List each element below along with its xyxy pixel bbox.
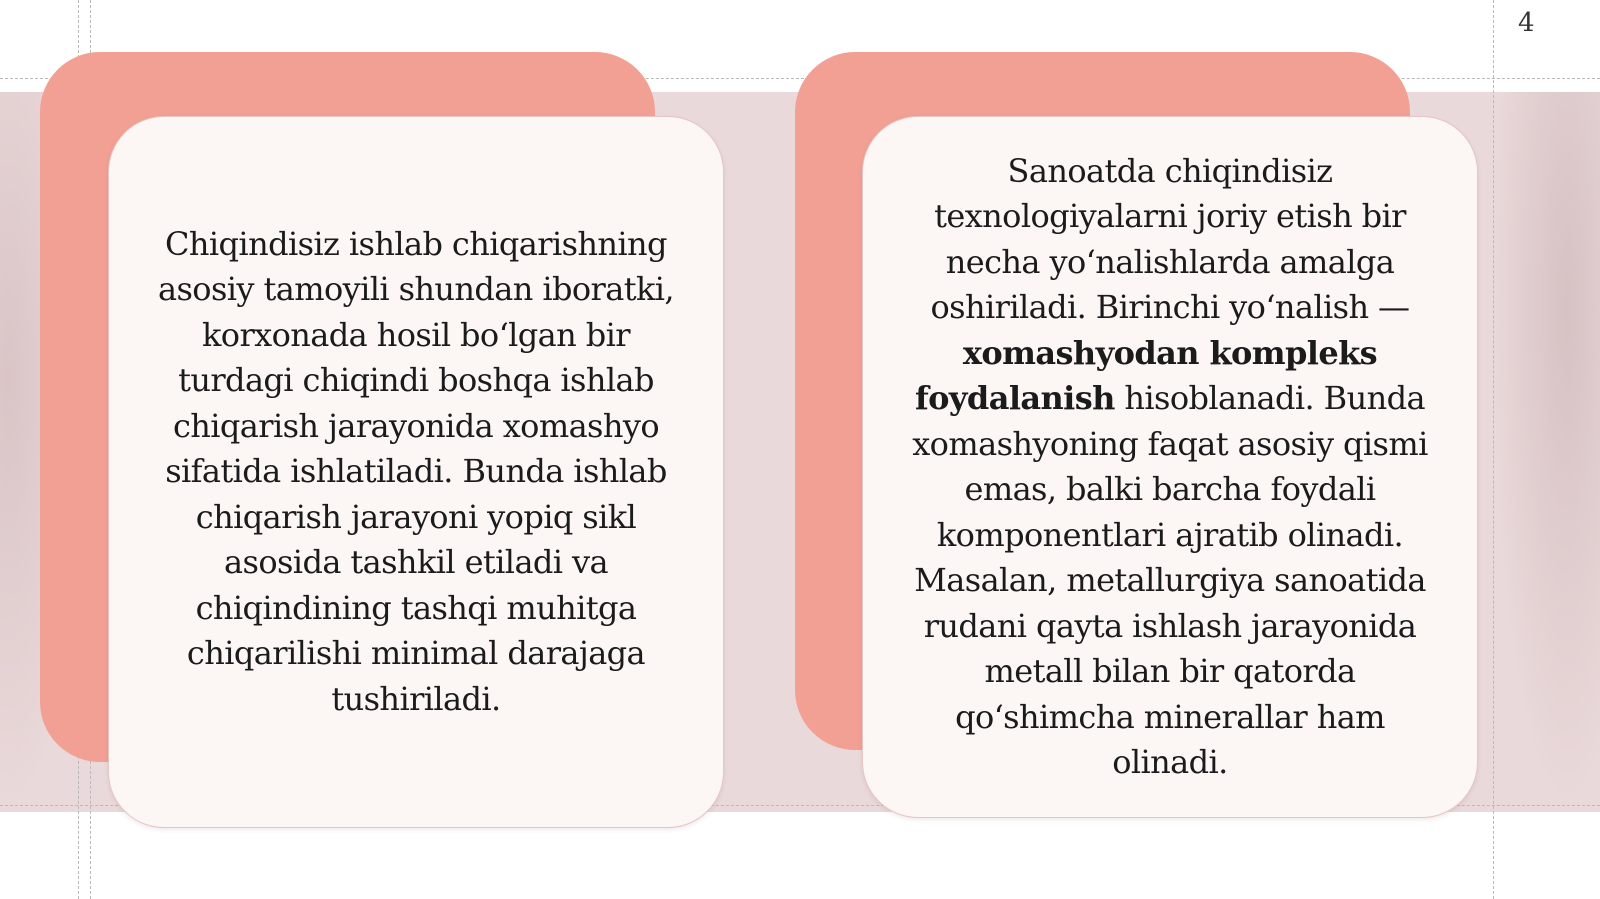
text-line: Chiqindisiz ishlab chiqarishning <box>165 224 667 263</box>
text-line: qoʻshimcha minerallar ham <box>955 697 1385 736</box>
text-line-mixed <box>912 376 1428 422</box>
text-line: olinadi. <box>1112 743 1228 781</box>
text-line: asosida tashkil etiladi va <box>224 543 608 582</box>
text-line: komponentlari ajratib olinadi. <box>936 515 1404 554</box>
text-span: hisoblanadi. Bunda <box>1114 379 1425 417</box>
text-line: emas, balki barcha foydali <box>964 470 1376 508</box>
text-line: metall bilan bir qatorda <box>984 652 1356 690</box>
text-line: tushiriladi. <box>331 679 501 718</box>
text-line: chiqarish jarayoni yopiq sikl <box>195 497 637 536</box>
text-line: necha yoʻnalishlarda amalga <box>945 242 1395 281</box>
text-line: korxonada hosil boʻlgan bir <box>202 315 630 354</box>
right-card-text <box>912 149 1428 786</box>
text-line: turdagi chiqindi boshqa ishlab <box>178 361 654 400</box>
text-line: chiqarilishi minimal darajaga <box>186 634 646 673</box>
page-number: 4 <box>1518 8 1535 38</box>
guide-line-right <box>1493 0 1494 899</box>
text-line: asosiy tamoyili shundan iboratki, <box>158 270 674 309</box>
text-line: rudani qayta ishlash jarayonida <box>923 606 1417 645</box>
text-line: chiqindining tashqi muhitga <box>195 588 637 627</box>
text-line-bold <box>912 331 1428 377</box>
text-line: Sanoatda chiqindisiz <box>1007 151 1333 190</box>
bold-phrase: xomashyodan kompleks <box>962 333 1378 372</box>
right-text-card <box>862 116 1478 818</box>
bold-phrase: foydalanish <box>915 379 1115 417</box>
text-line: oshiriladi. Birinchi yoʻnalish — <box>930 288 1410 326</box>
text-line: chiqarish jarayonida xomashyo <box>172 406 660 445</box>
left-card-text <box>158 222 674 723</box>
left-text-card <box>108 116 724 828</box>
text-line: sifatida ishlatiladi. Bunda ishlab <box>165 452 667 491</box>
text-line: xomashyoning faqat asosiy qismi <box>912 424 1428 463</box>
text-line: Masalan, metallurgiya sanoatida <box>914 561 1426 599</box>
text-line: texnologiyalarni joriy etish bir <box>934 197 1406 235</box>
